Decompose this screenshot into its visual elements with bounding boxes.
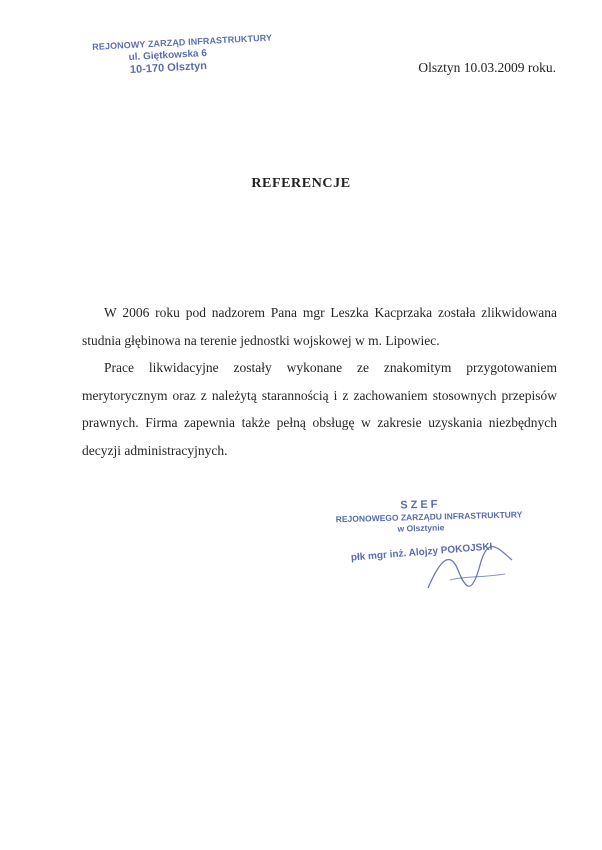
stamp-position-title: SZEF bbox=[400, 498, 441, 512]
stamp-signatory-name: płk mgr inż. Alojzy POKOJSKI bbox=[350, 541, 493, 564]
header-stamp bbox=[92, 32, 273, 78]
document-title: REFERENCJE bbox=[251, 176, 351, 191]
stamp-street: ul. Giętkowska 6 bbox=[128, 48, 208, 64]
signature-stamp bbox=[335, 497, 523, 564]
stamp-institution-name: REJONOWY ZARZĄD INFRASTRUKTURY bbox=[92, 32, 273, 52]
body-paragraph-1: W 2006 roku pod nadzorem Pana mgr Leszka Kacprzaka została zlikwidowana studnia głębinowa na terenie jednostki wojskowej w m. Lipowiec. bbox=[82, 305, 557, 348]
letter-body bbox=[82, 299, 557, 464]
stamp-unit-name: REJONOWEGO ZARZĄDU INFRASTRUKTURY bbox=[335, 509, 523, 525]
date-place-line: Olsztyn 10.03.2009 roku. bbox=[418, 60, 556, 75]
stamp-unit-city: w Olsztynie bbox=[397, 522, 445, 534]
body-paragraph-2: Prace likwidacyjne zostały wykonane ze znakomitym przygotowaniem merytorycznym oraz z należytą starannością i z zachowaniem stosownych przepisów prawnych. Firma zapewnia także pełną obsługę w zakresie uzyskania niezbędnych decyzji administracyjnych. bbox=[82, 360, 557, 458]
stamp-postal-city: 10-170 Olsztyn bbox=[129, 60, 208, 77]
